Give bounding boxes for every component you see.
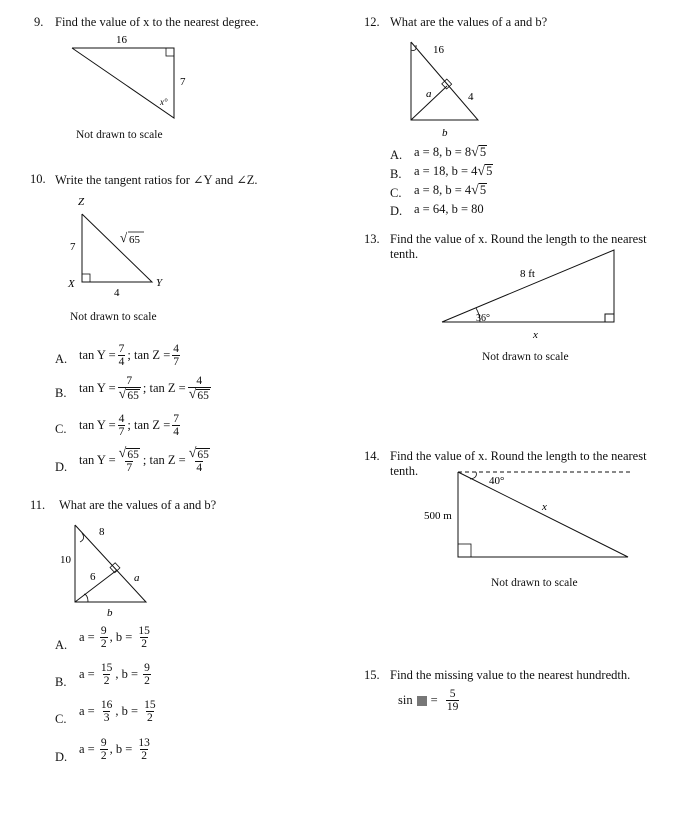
tan-y-label: tan Y = xyxy=(79,348,116,363)
q14-caption: Not drawn to scale xyxy=(491,577,578,589)
q9-label-angle: x° xyxy=(160,97,168,107)
q12-label-top: 16 xyxy=(433,44,444,56)
frac-den: 4 xyxy=(118,356,125,369)
q14-label-x: x xyxy=(542,501,547,513)
q10-vertex-z: Z xyxy=(78,196,85,208)
q14-number: 14. xyxy=(364,449,380,463)
q10-label-bottom: 4 xyxy=(114,287,120,299)
q15-text: Find the missing value to the nearest hundredth. xyxy=(390,668,631,682)
frac-den: 2 xyxy=(141,750,148,763)
q12-choice-c-letter[interactable]: C. xyxy=(390,186,402,200)
q12-choice-b[interactable]: a = 18, b = 4 √ 5 xyxy=(414,163,493,179)
q10-label-left: 7 xyxy=(70,241,76,253)
separator: ; xyxy=(127,348,131,363)
frac-den: 4 xyxy=(196,462,203,474)
choice-text: a = 64, b = 80 xyxy=(414,202,484,216)
missing-value-box[interactable] xyxy=(417,696,427,706)
q11-label-b: b xyxy=(107,607,113,619)
q11-choice-b[interactable]: a = $\frac{15}{2}$ , b = $\frac{9}{2}$ xyxy=(79,662,150,688)
q11-label-top: 8 xyxy=(99,526,105,538)
q13-triangle-figure xyxy=(436,243,626,343)
frac-den: 2 xyxy=(141,638,148,651)
q13-number: 13. xyxy=(364,232,380,246)
frac-den: 7 xyxy=(126,462,133,474)
q10-choice-a[interactable] xyxy=(79,343,182,368)
q13-label-hyp: 8 ft xyxy=(520,268,535,280)
q10-choice-d[interactable]: tan Y = √ 65 7 ; tan Z = √ 65 4 xyxy=(79,446,209,474)
q14-triangle-figure xyxy=(420,464,635,564)
q12-choice-d[interactable] xyxy=(414,202,484,217)
choice-text: a = 18, b = 4 xyxy=(414,164,478,178)
b-label: b = xyxy=(115,630,133,645)
q11-text: What are the values of a and b? xyxy=(59,498,217,512)
q10-hyp-radical: √ xyxy=(120,230,128,245)
b-label: b = xyxy=(121,667,139,682)
q10-label-hyp: 65 xyxy=(129,234,140,246)
a-label: a = xyxy=(79,667,95,682)
q10-choice-b-letter[interactable]: B. xyxy=(55,386,67,400)
frac-num: 5 xyxy=(449,688,456,700)
separator: ; xyxy=(127,418,131,433)
q11-label-left: 10 xyxy=(60,554,71,566)
frac-num: 9 xyxy=(100,625,107,637)
q9-text: Find the value of x to the nearest degree. xyxy=(55,15,259,29)
choice-text: a = 8, b = 8 xyxy=(414,145,472,159)
q10-choice-c-letter[interactable]: C. xyxy=(55,422,67,436)
q11-triangle-figure xyxy=(58,515,158,620)
frac-num: 15 xyxy=(144,699,156,711)
q11-choice-c-letter[interactable]: C. xyxy=(55,712,67,726)
q10-choice-b[interactable]: tan Y = 7 √ 65 ; tan Z = 4 √ 65 xyxy=(79,375,209,403)
frac-num: 15 xyxy=(138,625,150,637)
q13-label-x: x xyxy=(533,329,538,341)
q13-caption: Not drawn to scale xyxy=(482,351,569,363)
q10-vertex-y: Y xyxy=(156,277,163,289)
tan-z-label: tan Z = xyxy=(149,381,186,396)
choice-text: a = 8, b = 4 xyxy=(414,183,472,197)
q9-label-right: 7 xyxy=(180,76,186,88)
frac-den: 7 xyxy=(118,426,125,439)
frac-den: 2 xyxy=(144,675,150,688)
q11-choice-c[interactable]: a = $\frac{16}{3}$ , b = $\frac{15}{2}$ xyxy=(79,699,156,725)
q9-caption: Not drawn to scale xyxy=(76,129,163,141)
q10-triangle-figure xyxy=(60,190,170,300)
a-label: a = xyxy=(79,742,95,757)
equals-sign: = xyxy=(430,693,438,708)
tan-z-label: tan Z = xyxy=(149,453,186,468)
q12-label-b: b xyxy=(442,127,448,139)
q9-triangle-figure xyxy=(60,30,210,120)
frac-den-radicand: 65 xyxy=(127,390,139,402)
q10-number: 10. xyxy=(30,172,46,186)
frac-num: 7 xyxy=(126,375,133,387)
separator: ; xyxy=(142,381,147,396)
frac-den: 2 xyxy=(103,675,110,688)
frac-num: 7 xyxy=(118,343,125,355)
tan-y-label: tan Y = xyxy=(79,418,116,433)
frac-den: 2 xyxy=(147,712,153,725)
q10-vertex-x: X xyxy=(68,278,75,290)
sin-label: sin xyxy=(398,693,413,708)
q12-choice-a-letter[interactable]: A. xyxy=(390,148,403,162)
frac-num: 4 xyxy=(196,375,203,387)
q11-number: 11. xyxy=(30,498,46,512)
radicand: 5 xyxy=(479,183,487,198)
q12-triangle-figure xyxy=(400,34,490,144)
q11-choice-b-letter[interactable]: B. xyxy=(55,675,67,689)
frac-num: 4 xyxy=(173,343,179,355)
q15-number: 15. xyxy=(364,668,380,682)
q11-label-a: a xyxy=(134,572,140,584)
q10-choice-d-letter[interactable]: D. xyxy=(55,460,68,474)
frac-num: 9 xyxy=(144,662,150,674)
a-label: a = xyxy=(79,630,95,645)
q10-choice-c[interactable] xyxy=(79,413,182,438)
tan-z-label: tan Z = xyxy=(134,348,171,363)
q12-choice-d-letter[interactable]: D. xyxy=(390,204,403,218)
frac-den: 19 xyxy=(446,701,459,714)
q12-choice-c[interactable]: a = 8, b = 4 √ 5 xyxy=(414,182,487,198)
b-label: b = xyxy=(115,742,133,757)
q14-label-angle: 40° xyxy=(489,475,505,487)
frac-den: 7 xyxy=(173,356,179,369)
separator: ; xyxy=(142,453,147,468)
q10-text: Write the tangent ratios for ∠Y and ∠Z. xyxy=(55,173,258,187)
frac-num: 9 xyxy=(100,737,107,749)
q14-text-line1: Find the value of x. Round the length to the nearest xyxy=(390,449,647,463)
tan-y-label: tan Y = xyxy=(79,453,116,468)
a-label: a = xyxy=(79,704,95,719)
tan-y-label: tan Y = xyxy=(79,381,116,396)
frac-den: 2 xyxy=(100,638,107,651)
frac-num-radicand: 65 xyxy=(127,448,139,461)
q14-text-line2: tenth. xyxy=(390,464,419,478)
q12-text: What are the values of a and b? xyxy=(390,15,548,29)
b-label: b = xyxy=(121,704,139,719)
q11-label-mid: 6 xyxy=(90,571,96,583)
frac-num: 15 xyxy=(100,662,113,674)
tan-z-label: tan Z = xyxy=(134,418,171,433)
q14-label-side: 500 m xyxy=(424,510,452,522)
q12-choice-b-letter[interactable]: B. xyxy=(390,167,402,181)
q11-choice-d[interactable]: a = $\frac{9}{2}$ , b = $\frac{13}{2}$ xyxy=(79,737,150,763)
q10-choice-a-letter[interactable]: A. xyxy=(55,352,68,366)
q13-text-line2: tenth. xyxy=(390,247,419,261)
frac-den-radicand: 65 xyxy=(197,390,209,402)
q12-choice-a[interactable]: a = 8, b = 8 √ 5 xyxy=(414,144,487,160)
q12-label-right: 4 xyxy=(468,91,474,103)
frac-den: 2 xyxy=(100,750,107,763)
frac-num: 16 xyxy=(100,699,113,711)
q9-label-top: 16 xyxy=(116,34,127,46)
q9-number: 9. xyxy=(34,15,44,29)
frac-den: 4 xyxy=(173,426,179,439)
frac-num-radicand: 65 xyxy=(197,448,209,461)
frac-num: 4 xyxy=(118,413,125,425)
frac-num: 7 xyxy=(173,413,179,425)
q11-choice-a-letter[interactable]: A. xyxy=(55,638,68,652)
q13-label-angle: 36° xyxy=(476,313,490,324)
q12-number: 12. xyxy=(364,15,380,29)
q12-label-a: a xyxy=(426,88,432,100)
frac-den: 3 xyxy=(103,712,110,725)
q11-choice-d-letter[interactable]: D. xyxy=(55,750,68,764)
q10-caption: Not drawn to scale xyxy=(70,311,157,323)
q13-text-line1: Find the value of x. Round the length to the nearest xyxy=(390,232,647,246)
q15-equation xyxy=(398,688,461,713)
frac-num: 13 xyxy=(138,737,150,749)
q11-choice-a[interactable]: a = $\frac{9}{2}$ , b = $\frac{15}{2}$ xyxy=(79,625,150,651)
radicand: 5 xyxy=(486,164,493,179)
radicand: 5 xyxy=(479,145,487,160)
